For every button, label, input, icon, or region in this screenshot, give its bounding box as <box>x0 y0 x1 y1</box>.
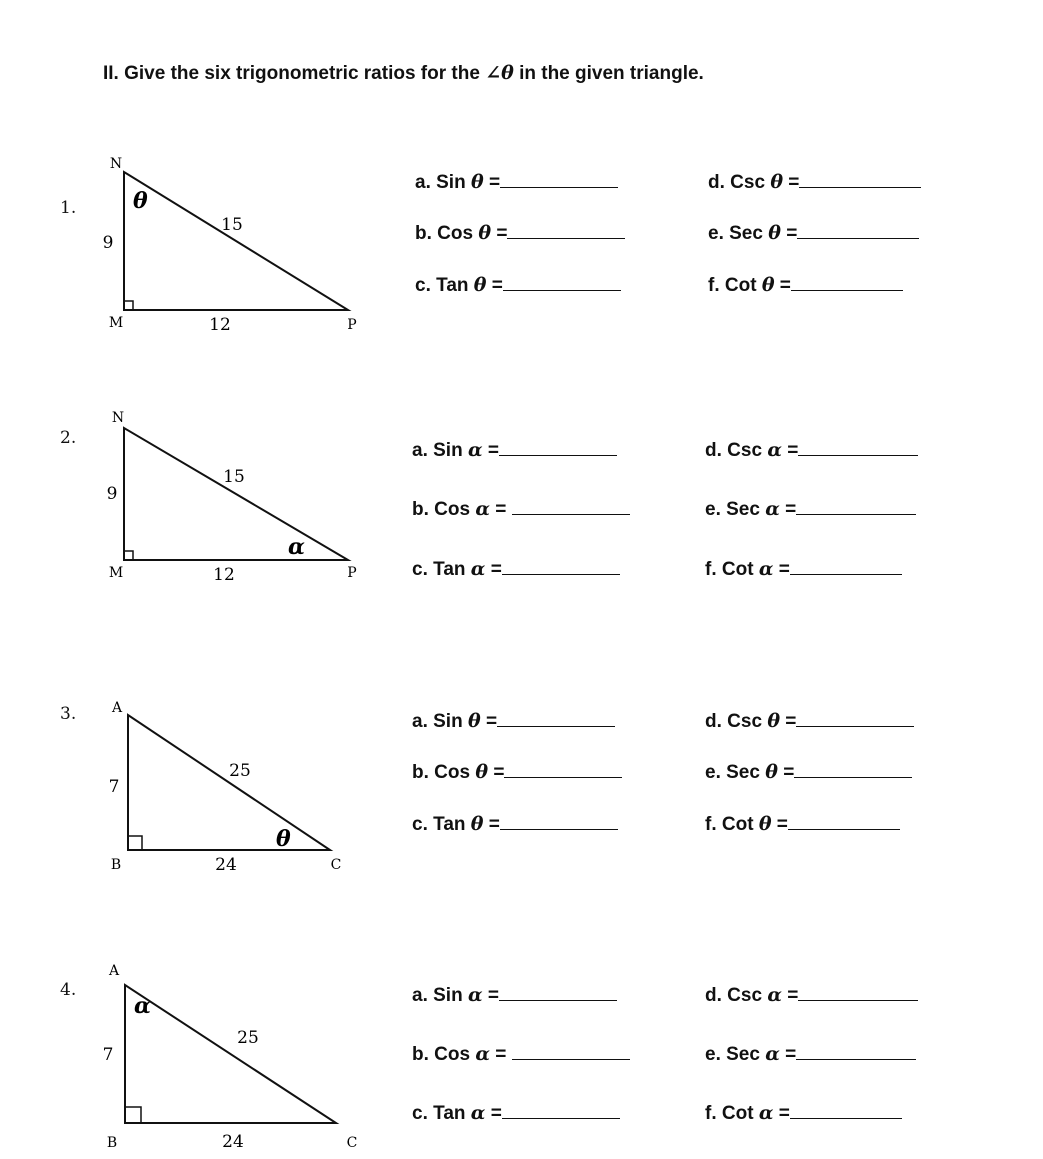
answer-csc: d. Csc α = <box>705 984 918 1007</box>
answer-tan: c. Tan θ = <box>412 813 618 836</box>
answer-tan: c. Tan θ = <box>415 274 621 297</box>
answer-blank[interactable] <box>503 289 621 291</box>
answer-tan: c. Tan α = <box>412 1102 620 1125</box>
answer-blank[interactable] <box>798 454 918 456</box>
answer-csc: d. Csc θ = <box>705 710 914 733</box>
answer-blank[interactable] <box>790 573 902 575</box>
worksheet-title <box>103 62 704 85</box>
answer-blank[interactable] <box>788 828 900 830</box>
answer-cot: f. Cot θ = <box>705 813 900 836</box>
marked-angle-label: θ <box>276 826 291 852</box>
answer-cot: f. Cot θ = <box>708 274 903 297</box>
vertex-right-angle-label: B <box>106 1135 118 1151</box>
problem-1-triangle <box>90 150 380 340</box>
vertex-end-label: P <box>347 317 357 333</box>
answer-blank[interactable] <box>512 1058 630 1060</box>
problem-2-number: 2. <box>60 428 77 448</box>
answer-blank[interactable] <box>512 513 630 515</box>
side-base-label: 24 <box>222 1132 244 1152</box>
answer-cot: f. Cot α = <box>705 1102 902 1125</box>
problem-3-number: 3. <box>60 704 77 724</box>
answer-sec: e. Sec α = <box>705 1043 916 1066</box>
vertex-end-label: P <box>347 565 357 581</box>
side-hypotenuse-label: 15 <box>223 467 245 487</box>
answer-blank[interactable] <box>791 289 903 291</box>
answer-blank[interactable] <box>500 828 618 830</box>
marked-angle-label: α <box>134 993 151 1019</box>
answer-sec: e. Sec θ = <box>708 222 919 245</box>
answer-csc: d. Csc θ = <box>708 171 921 194</box>
answer-blank[interactable] <box>798 999 918 1001</box>
answer-blank[interactable] <box>497 725 615 727</box>
answer-blank[interactable] <box>499 454 617 456</box>
vertex-right-angle-label: M <box>108 565 124 581</box>
triangle-outline <box>124 172 348 310</box>
marked-angle-label: α <box>288 534 305 560</box>
answer-cos: b. Cos θ = <box>415 222 625 245</box>
triangle-outline <box>128 715 330 850</box>
answer-cos: b. Cos α = <box>412 1043 630 1066</box>
vertex-top-label: A <box>108 963 120 979</box>
vertex-top-label: A <box>111 700 123 716</box>
answer-sin: a. Sin θ = <box>415 171 618 194</box>
vertex-right-angle-label: M <box>108 315 124 331</box>
right-angle-marker <box>124 551 133 560</box>
answer-sec: e. Sec θ = <box>705 761 912 784</box>
answer-cos: b. Cos θ = <box>412 761 622 784</box>
answer-blank[interactable] <box>500 186 618 188</box>
answer-cot: f. Cot α = <box>705 558 902 581</box>
answer-sin: a. Sin α = <box>412 984 617 1007</box>
side-vertical-label: 9 <box>102 233 114 253</box>
vertex-end-label: C <box>346 1135 358 1151</box>
side-base-label: 12 <box>213 565 235 585</box>
title-suffix: in the given triangle. <box>513 63 704 84</box>
answer-sin: a. Sin θ = <box>412 710 615 733</box>
side-vertical-label: 7 <box>108 777 120 797</box>
answer-blank[interactable] <box>499 999 617 1001</box>
answer-blank[interactable] <box>502 1117 620 1119</box>
answer-cos: b. Cos α = <box>412 498 630 521</box>
right-angle-marker <box>125 1107 141 1123</box>
vertex-right-angle-label: B <box>110 857 122 873</box>
answer-blank[interactable] <box>507 237 625 239</box>
side-hypotenuse-label: 25 <box>229 761 251 781</box>
problem-4-number: 4. <box>60 980 77 1000</box>
right-angle-marker <box>128 836 142 850</box>
title-angle: ∠θ <box>485 62 514 84</box>
vertex-top-label: N <box>111 410 125 426</box>
marked-angle-label: θ <box>133 188 148 214</box>
title-prefix: II. Give the six trigonometric ratios for the <box>103 63 486 84</box>
side-vertical-label: 7 <box>102 1045 114 1065</box>
side-hypotenuse-label: 25 <box>237 1028 259 1048</box>
answer-sec: e. Sec α = <box>705 498 916 521</box>
side-base-label: 24 <box>215 855 237 875</box>
answer-blank[interactable] <box>797 237 919 239</box>
vertex-end-label: C <box>330 857 342 873</box>
answer-tan: c. Tan α = <box>412 558 620 581</box>
side-vertical-label: 9 <box>106 484 118 504</box>
side-hypotenuse-label: 15 <box>221 215 243 235</box>
triangle-outline <box>125 985 336 1123</box>
problem-3-triangle <box>90 690 380 890</box>
answer-sin: a. Sin α = <box>412 439 617 462</box>
answer-blank[interactable] <box>796 1058 916 1060</box>
answer-blank[interactable] <box>799 186 921 188</box>
right-angle-marker <box>124 301 133 310</box>
problem-4-triangle <box>90 955 380 1155</box>
vertex-top-label: N <box>109 156 123 172</box>
answer-blank[interactable] <box>790 1117 902 1119</box>
side-base-label: 12 <box>209 315 231 335</box>
answer-blank[interactable] <box>502 573 620 575</box>
problem-2-triangle <box>90 400 380 590</box>
answer-csc: d. Csc α = <box>705 439 918 462</box>
answer-blank[interactable] <box>794 776 912 778</box>
answer-blank[interactable] <box>504 776 622 778</box>
answer-blank[interactable] <box>796 513 916 515</box>
answer-blank[interactable] <box>796 725 914 727</box>
triangle-outline <box>124 428 348 560</box>
problem-1-number: 1. <box>60 198 77 218</box>
